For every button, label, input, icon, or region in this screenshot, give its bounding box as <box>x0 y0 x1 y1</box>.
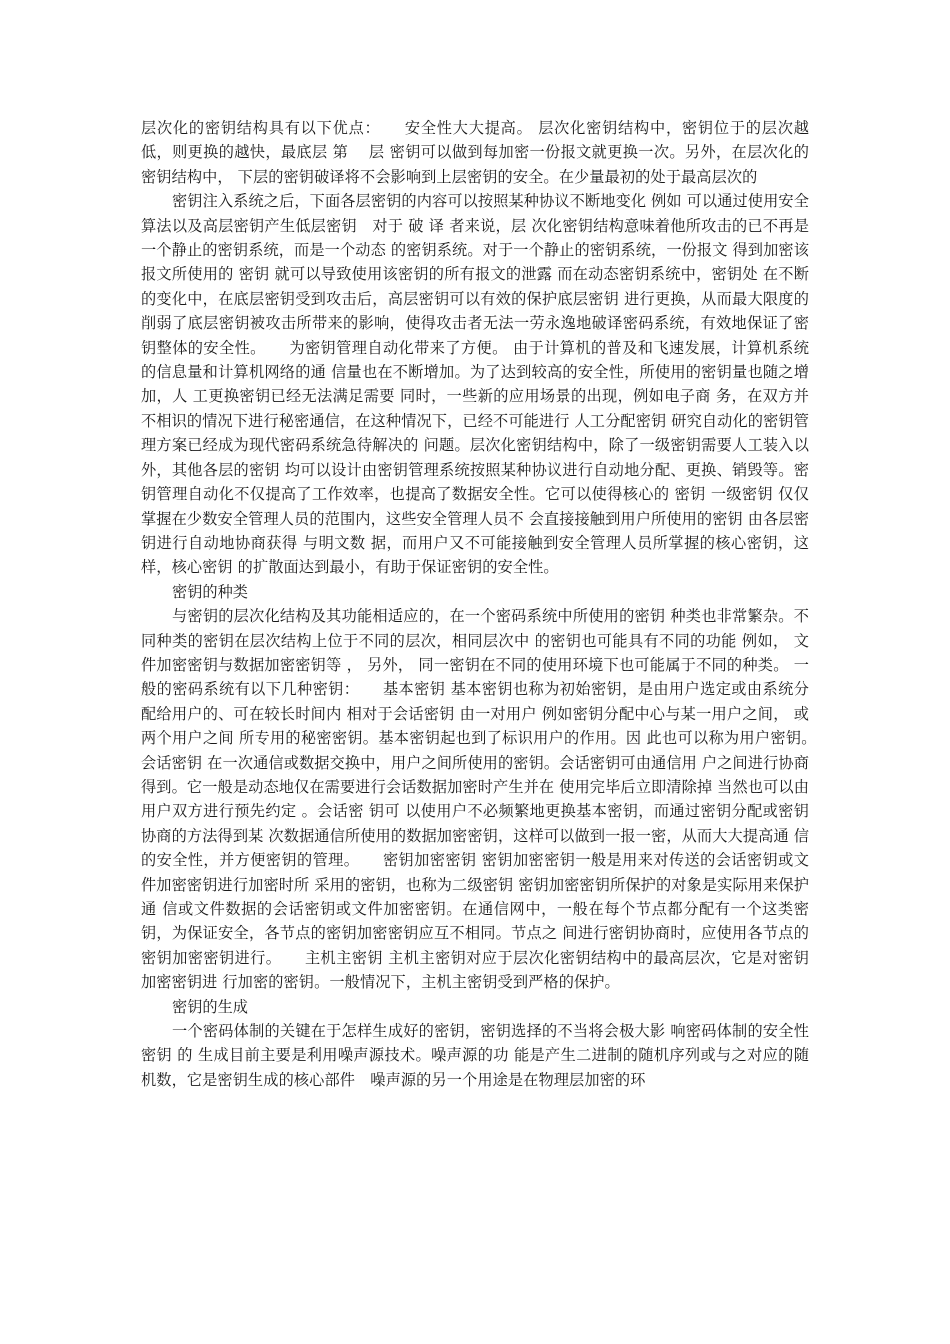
paragraph-dynamic-keys: 密钥注入系统之后，下面各层密钥的内容可以按照某种协议不断地变化 例如 可以通过使用安全算法以及高层密钥产生低层密钥 对于 破 译 者来说，层 次化密钥结构意味着他所攻击的已不再是一个静止的密钥系统，而是一个动态 的密钥系统。对于一个静止的密钥系统，一份报文 得到加密该报文所使用的 密钥 就可以导致使用该密钥的所有报文的泄露 而在动态密钥系统中，密钥处 在不断的变化中，在底层密钥受到攻击后，高层密钥可以有效的保护底层密钥 进行更换，从而最大限度的削弱了底层密钥被攻击所带来的影响，使得攻击者无法一劳永逸地破译密码系统，有效地保证了密钥整体的安全性。 为密钥管理自动化带来了方便。 由于计算机的普及和飞速发展，计算机系统的信息量和计算机网络的通 信量也在不断增加。为了达到较高的安全性，所使用的密钥量也随之增加，人 工更换密钥已经无法满足需要 同时，一些新的应用场景的出现，例如电子商 务，在双方并不相识的情况下进行秘密通信，在这种情况下，已经不可能进行 人工分配密钥 研究自动化的密钥管理方案已经成为现代密码系统急待解决的 问题。层次化密钥结构中，除了一级密钥需要人工装入以外，其他各层的密钥 均可以设计由密钥管理系统按照某种协议进行自动地分配、更换、销毁等。密 钥管理自动化不仅提高了工作效率，也提高了数据安全性。它可以使得核心的 密钥 一级密钥 仅仅掌握在少数安全管理人员的范围内，这些安全管理人员不 会直接接触到用户所使用的密钥 由各层密钥进行自动地协商获得 与明文数 据，而用户又不可能接触到安全管理人员所掌握的核心密钥，这样，核心密钥 的扩散面达到最小，有助于保证密钥的安全性。 <box>141 192 809 577</box>
paragraph-key-generation: 一个密码体制的关键在于怎样生成好的密钥，密钥选择的不当将会极大影 响密码体制的安全性 密钥 的 生成目前主要是利用噪声源技术。噪声源的功 能是产生二进制的随机序列或与之对应的随机数，它是密钥生成的核心部件 噪声源的另一个用途是在物理层加密的环 <box>141 1022 809 1089</box>
section-heading-key-generation: 密钥的生成 <box>172 997 248 1016</box>
paragraph-key-types: 与密钥的层次化结构及其功能相适应的，在一个密码系统中所使用的密钥 种类也非常繁杂。不同种类的密钥在层次结构上位于不同的层次，相同层次中 的密钥也可能具有不同的功能 例如， 文件加密密钥与数据加密密钥等 ， 另外， 同一密钥在不同的使用环境下也可能属于不同的种类。 一般的密码系统有以下几种密钥： 基本密钥 基本密钥也称为初始密钥，是由用户选定或由系统分配给用户的、可在较长时间内 相对于会话密钥 由一对用户 例如密钥分配中心与某一用户之间， 或两个用户之间 所专用的秘密密钥。基本密钥起也到了标识用户的作用。因 此也可以称为用户密钥。 会话密钥 在一次通信或数据交换中，用户之间所使用的密钥。会话密钥可由通信用 户之间进行协商得到。它一般是动态地仅在需要进行会话数据加密时产生并在 使用完毕后立即清除掉 当然也可以由用户双方进行预先约定 。会话密 钥可 以使用户不必频繁地更换基本密钥，而通过密钥分配或密钥协商的方法得到某 次数据通信所使用的数据加密密钥，这样可以做到一报一密，从而大大提高通 信的安全性，并方便密钥的管理。 密钥加密密钥 密钥加密密钥一般是用来对传送的会话密钥或文件加密密钥进行加密时所 采用的密钥，也称为二级密钥 密钥加密密钥所保护的对象是实际用来保护通 信或文件数据的会话密钥或文件加密密钥。在通信网中，一般在每个节点都分配有一个这类密钥，为保证安全，各节点的密钥加密密钥应互不相同。节点之 间进行密钥协商时，应使用各节点的密钥加密密钥进行。 主机主密钥 主机主密钥对应于层次化密钥结构中的最高层次，它是对密钥加密密钥进 行加密的密钥。一般情况下，主机主密钥受到严格的保护。 <box>141 607 840 992</box>
document-body <box>141 116 840 1092</box>
section-heading-key-types: 密钥的种类 <box>172 582 248 601</box>
paragraph-advantages: 层次化的密钥结构具有以下优点： 安全性大大提高。 层次化密钥结构中，密钥位于的层次越低，则更换的越快，最底层 第 层 密钥可以做到每加密一份报文就更换一次。另外，在层次化的密钥结构中， 下层的密钥破译将不会影响到上层密钥的安全。在少量最初的处于最高层次的 <box>141 119 809 186</box>
